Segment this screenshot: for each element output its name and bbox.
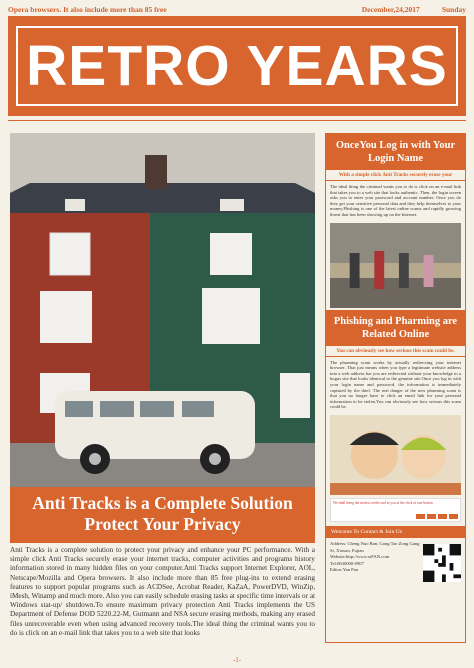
ad-text: We shall bring the easiest credit card to you at the click of one button <box>333 500 433 505</box>
card-logos <box>333 514 458 519</box>
credit-card-ad <box>330 498 461 522</box>
card-icon <box>438 514 447 519</box>
card-icon <box>416 514 425 519</box>
street-photo <box>330 223 461 308</box>
houses-and-van-illustration <box>10 133 315 487</box>
masthead-divider <box>8 120 466 121</box>
top-teaser-text: Opera browsers. It also include more than 85 free <box>8 4 167 14</box>
page-number: -1- <box>232 656 242 664</box>
newspaper-title: RETRO YEARS <box>26 34 448 98</box>
contact-editor: Editor:Yan Pan <box>330 567 358 573</box>
sidebar-section1-text: The ideal thing the criminal wants you to do is click on an e-mail link that takes you to a web site that looks authentic. Then, the login screen asks you to enter your password and account number. Once you do they get your sensitive personal data and they help themselves to your money.Phishing is one of the latest online scams and rapidly growing threat that has been showing up on the Internet. <box>330 184 461 217</box>
sidebar <box>325 133 466 643</box>
masthead <box>8 16 466 116</box>
street-scene-illustration <box>330 223 461 308</box>
pop-art-couple-illustration <box>330 415 461 495</box>
lead-article-body: Anti Tracks is a complete solution to protect your privacy and enhance your PC performance. With a simple click Anti Tracks securely erase your internet tracks, computer activities and programs history information stored in many hidden files on your computer.Anti Tracks support Internet Explorer, AOL, Netscape/Mozilla and Opera browsers. It also include more than 85 free plug-ins to extend erasing features to support popular programs such as ACDSee, Acrobat Reader, KaZaA, PowerDVD, WinZip, iMesh, Winamp and much more. Also you can easily schedule erasing tasks at specific time intervals or at Windows stat-up/ shutdown.To ensure maximum privacy protection Anti Tracks implements the US Department of Defense DOD 5220.22-M, Gutmann and NSA secure erasing methods, making any erased files unrecoverable even when using advanced recovery tools.The ideal thing the criminal wants you to do is click on an e-mail link that takes you to a web site that looks <box>10 546 315 637</box>
sidebar-section2-title: Phishing and Pharming are Related Online <box>326 310 465 346</box>
card-icon <box>427 514 436 519</box>
contact-block <box>326 538 465 585</box>
sidebar-section2-text: The pharming scam works by actually redirecting your internet browser. That just means when you type a legitimate website address into a web address bar you are redirected without your knowledge to a bogus site that looks identical to the genuine site.Once you log in with your login name and password, the information is immediately captured by the thief. The real danger of the new pharming scam is that you no longer have to click an email link for your personal information to be stolen.You can obviously see how serious this scam could be. <box>330 359 461 410</box>
sidebar-section1-title: OnceYou Log in with Your Login Name <box>326 134 465 170</box>
lead-photo <box>10 133 315 487</box>
contact-address: Address: Cheng Nuo Ban, Gong Tao Zong Gang Si, Xiaxun, Fujian <box>330 540 420 553</box>
top-info-bar <box>8 3 466 15</box>
issue-day: Sunday <box>441 4 466 14</box>
sidebar-section1-subtitle: With a simple click Anti Tracks securely erase your <box>326 170 465 181</box>
contact-tel: Tel:0630000-0907 <box>330 560 364 566</box>
visa-card-icon <box>449 514 458 519</box>
lead-headline <box>10 487 315 543</box>
contact-website[interactable]: Website:http://www.xiFAN.com <box>330 554 390 560</box>
qr-code-icon[interactable] <box>423 544 461 582</box>
comic-art-image <box>330 415 461 495</box>
contact-heading: Welcome To Contact & Join Us <box>326 526 465 538</box>
sidebar-section2-subtitle: You can obviously see how serious this scam could be. <box>326 346 465 357</box>
issue-date: December,24,2017 <box>361 4 420 14</box>
headline-line-1: Anti Tracks is a Complete Solution <box>32 493 293 513</box>
headline-line-2: Protect Your Privacy <box>84 514 241 534</box>
